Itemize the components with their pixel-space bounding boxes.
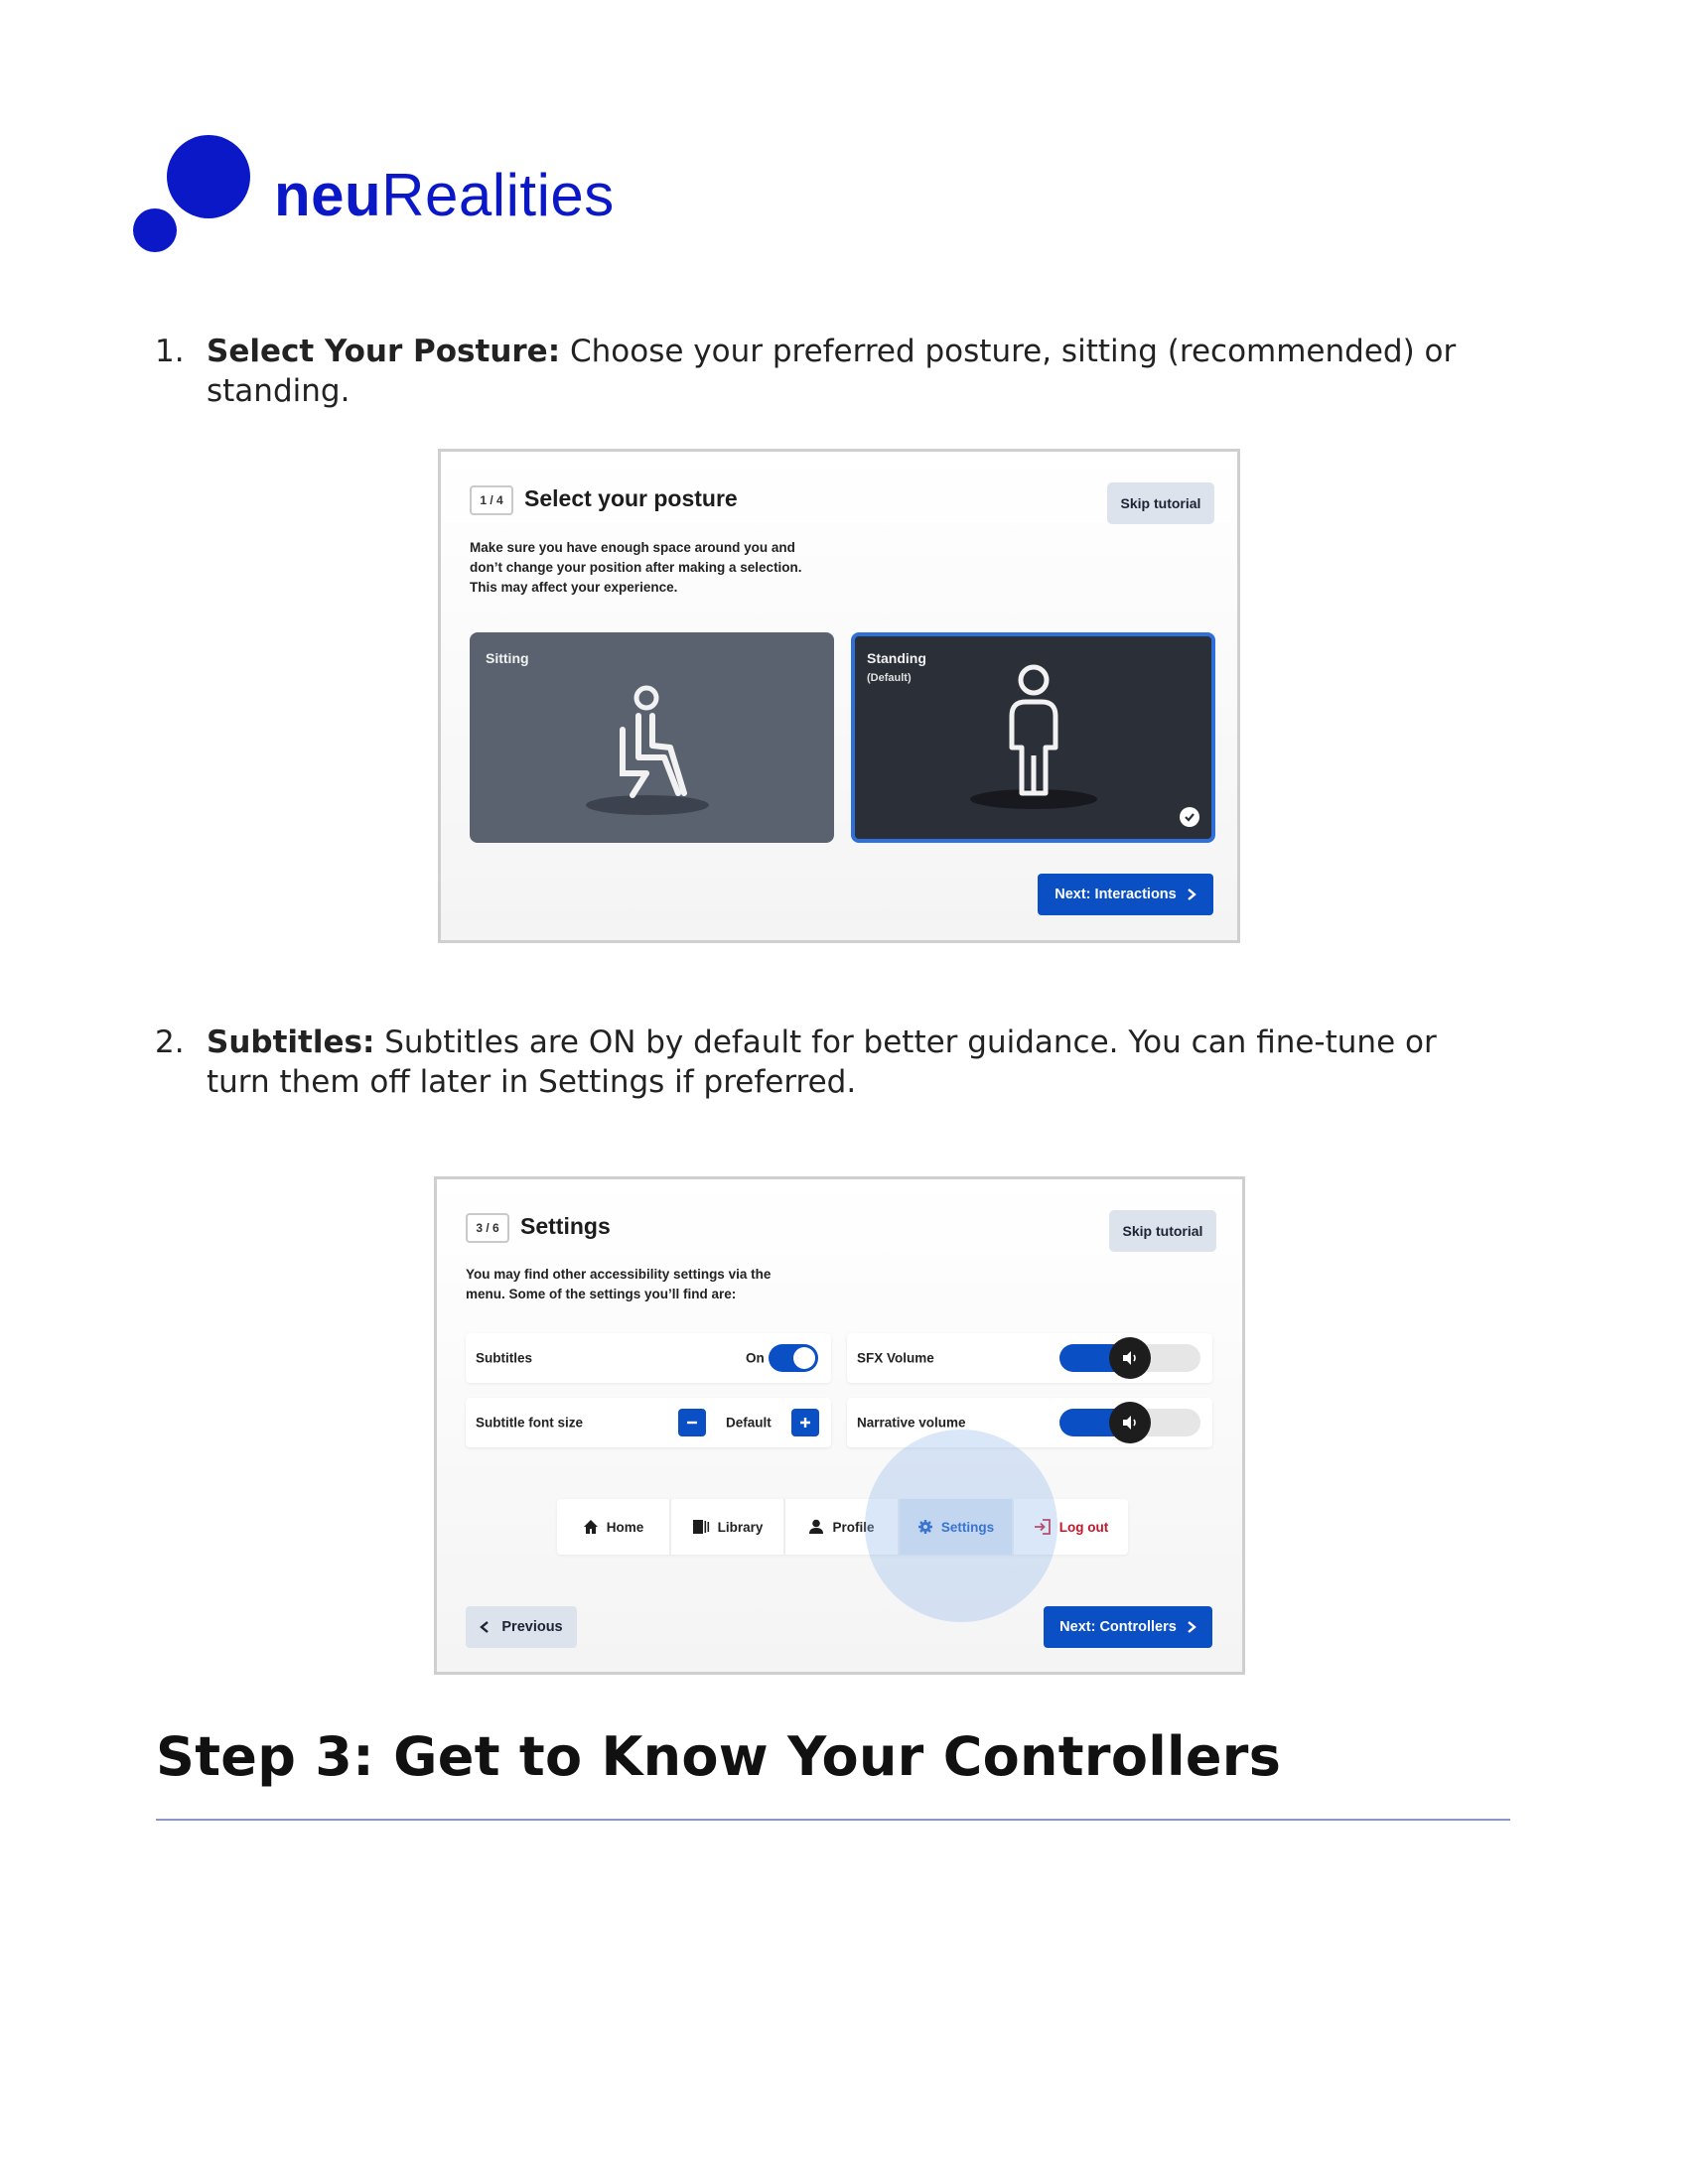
setting-label: Narrative volume	[857, 1415, 966, 1431]
posture-card-sitting[interactable]	[470, 632, 834, 843]
setting-subtitles	[466, 1333, 831, 1383]
setting-subtitle-font-size	[466, 1398, 831, 1447]
volume-handle[interactable]	[1109, 1337, 1151, 1379]
toggle-state: On	[746, 1350, 765, 1366]
sitting-person-icon	[573, 678, 732, 827]
nav-home[interactable]	[557, 1499, 671, 1555]
skip-tutorial-button[interactable]: Skip tutorial	[1109, 1210, 1216, 1252]
next-button-label: Next: Interactions	[1055, 887, 1177, 902]
setting-sfx-volume	[847, 1333, 1212, 1383]
subtitles-toggle[interactable]	[769, 1344, 818, 1372]
selected-check-icon	[1180, 807, 1199, 827]
list-item-text: Choose your preferred posture, sitting (recommended) or	[560, 334, 1457, 369]
font-size-value: Default	[726, 1415, 772, 1431]
step-indicator: 1 / 4	[470, 485, 513, 515]
settings-screenshot	[434, 1176, 1245, 1675]
speaker-icon	[1121, 1415, 1139, 1431]
focus-highlight	[865, 1430, 1057, 1622]
list-number: 2.	[155, 1024, 185, 1060]
narrative-volume-slider[interactable]	[1059, 1409, 1200, 1436]
logo-dot-large	[167, 135, 250, 218]
decrease-font-button[interactable]	[678, 1409, 706, 1436]
posture-card-standing[interactable]	[851, 632, 1215, 843]
list-number: 1.	[155, 334, 185, 369]
next-controllers-button[interactable]	[1044, 1606, 1212, 1648]
setting-label: Subtitles	[476, 1350, 533, 1366]
card-label: Sitting	[486, 650, 529, 666]
nav-label: Settings	[940, 1519, 995, 1535]
volume-handle[interactable]	[1109, 1402, 1151, 1443]
logo-wordmark: neuRealities	[274, 162, 615, 228]
speaker-icon	[1121, 1350, 1139, 1366]
list-item-text-cont: turn them off later in Settings if preferred.	[207, 1064, 857, 1100]
heading-divider	[156, 1819, 1510, 1821]
nav-library[interactable]	[671, 1499, 785, 1555]
standing-person-icon	[954, 660, 1113, 809]
posture-screenshot	[438, 449, 1240, 943]
profile-icon	[808, 1519, 824, 1535]
chevron-left-icon	[480, 1620, 490, 1634]
home-icon	[583, 1519, 599, 1535]
sfx-volume-slider[interactable]	[1059, 1344, 1200, 1372]
list-item-posture	[155, 332, 1525, 411]
chevron-right-icon	[1187, 887, 1196, 901]
setting-label: Subtitle font size	[476, 1415, 583, 1431]
nav-label: Home	[606, 1519, 644, 1535]
list-item-text: Subtitles are ON by default for better guidance. You can fine-tune or	[374, 1024, 1437, 1060]
plus-icon	[798, 1416, 812, 1430]
nav-label: Log out	[1058, 1519, 1109, 1535]
logo-dot-small	[133, 208, 177, 252]
previous-button[interactable]	[466, 1606, 577, 1648]
list-item-subtitles	[155, 1023, 1525, 1102]
panel-title: Settings	[520, 1213, 611, 1239]
posture-description: Make sure you have enough space around you and don’t change your position after making a selection. This may affect your experience.	[470, 540, 802, 595]
card-sublabel: (Default)	[867, 672, 912, 684]
settings-description: You may find other accessibility settings via the menu. Some of the settings you’ll find are:	[466, 1267, 772, 1301]
step-indicator: 3 / 6	[466, 1213, 509, 1243]
next-button-label: Next: Controllers	[1059, 1619, 1177, 1635]
list-item-title: Subtitles:	[207, 1024, 375, 1060]
chevron-right-icon	[1187, 1620, 1196, 1634]
setting-narrative-volume	[847, 1398, 1212, 1447]
skip-tutorial-button[interactable]: Skip tutorial	[1107, 482, 1214, 524]
card-label: Standing	[867, 650, 926, 666]
list-item-text-cont: standing.	[207, 373, 351, 409]
nav-label: Profile	[832, 1519, 875, 1535]
next-interactions-button[interactable]	[1038, 874, 1213, 915]
minus-icon	[685, 1416, 699, 1430]
library-icon	[692, 1519, 710, 1535]
brand-logo	[133, 135, 615, 254]
previous-button-label: Previous	[501, 1619, 563, 1635]
nav-label: Library	[717, 1519, 764, 1535]
setting-label: SFX Volume	[857, 1350, 934, 1366]
panel-title: Select your posture	[524, 485, 738, 511]
increase-font-button[interactable]	[791, 1409, 819, 1436]
list-item-title: Select Your Posture:	[207, 334, 561, 369]
section-heading: Step 3: Get to Know Your Controllers	[156, 1725, 1282, 1788]
